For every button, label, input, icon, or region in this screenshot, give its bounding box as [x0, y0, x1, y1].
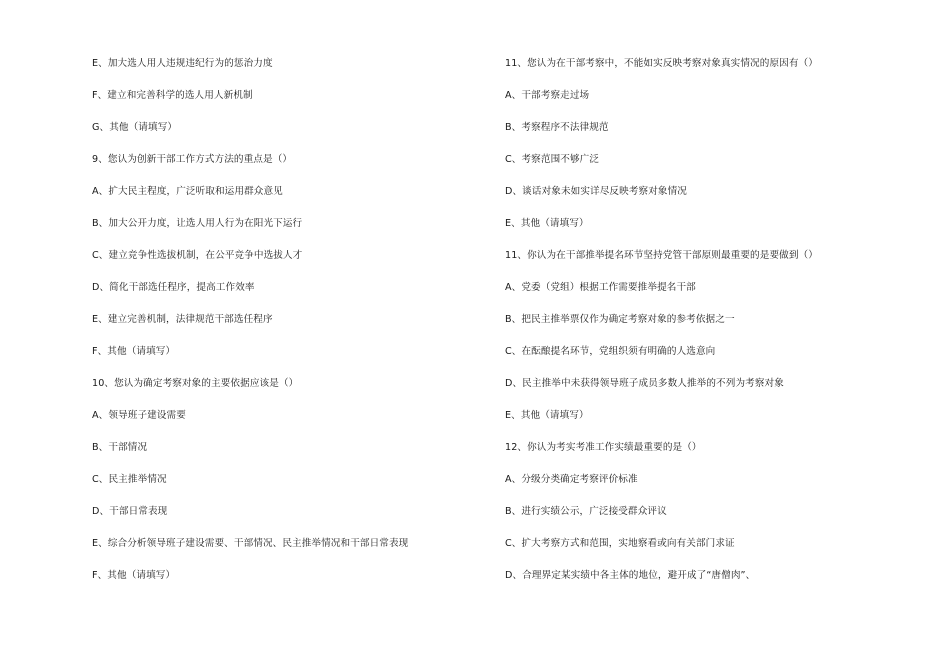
- q11b-option-e: E、其他（请填写）: [505, 410, 589, 421]
- option-e-punish: E、加大选人用人违规违纪行为的惩治力度: [92, 58, 273, 69]
- q11b-option-a: A、党委（党组）根据工作需要推举提名干部: [505, 282, 696, 293]
- q11a-option-d: D、谈话对象未如实详尽反映考察对象情况: [505, 186, 687, 197]
- q11a-option-b: B、考察程序不法律规范: [505, 122, 609, 133]
- question-12: 12、你认为考实考准工作实绩最重要的是（）: [505, 442, 702, 453]
- q10-option-a: A、领导班子建设需要: [92, 410, 186, 421]
- q11a-option-c: C、考察范围不够广泛: [505, 154, 600, 165]
- q10-option-d: D、干部日常表现: [92, 506, 168, 517]
- q11a-option-e: E、其他（请填写）: [505, 218, 589, 229]
- q9-option-c: C、建立竞争性选拔机制，在公平竞争中选拔人才: [92, 250, 303, 261]
- q9-option-b: B、加大公开力度，让选人用人行为在阳光下运行: [92, 218, 303, 229]
- q10-option-c: C、民主推举情况: [92, 474, 167, 485]
- question-10: 10、您认为确定考察对象的主要依据应该是（）: [92, 378, 299, 389]
- option-f-mechanism: F、建立和完善科学的选人用人新机制: [92, 90, 253, 101]
- q9-option-e: E、建立完善机制，法律规范干部选任程序: [92, 314, 273, 325]
- q12-option-a: A、分级分类确定考察评价标准: [505, 474, 638, 485]
- q12-option-c: C、扩大考察方式和范围，实地察看或向有关部门求证: [505, 538, 735, 549]
- q9-option-f: F、其他（请填写）: [92, 346, 176, 357]
- q11b-option-d: D、民主推举中未获得领导班子成员多数人推举的不列为考察对象: [505, 378, 784, 389]
- q11a-option-a: A、干部考察走过场: [505, 90, 590, 101]
- q10-option-f: F、其他（请填写）: [92, 570, 176, 581]
- q9-option-a: A、扩大民主程度，广泛听取和运用群众意见: [92, 186, 283, 197]
- q11b-option-b: B、把民主推举票仅作为确定考察对象的参考依据之一: [505, 314, 735, 325]
- q11b-option-c: C、在酝酿提名环节，党组织须有明确的人选意向: [505, 346, 716, 357]
- left-column: [92, 55, 512, 599]
- q10-option-b: B、干部情况: [92, 442, 148, 453]
- question-11-nomination: 11、你认为在干部推举提名环节坚持党管干部原则最重要的是要做到（）: [505, 250, 818, 261]
- question-9: 9、您认为创新干部工作方式方法的重点是（）: [92, 154, 293, 165]
- q12-option-b: B、进行实绩公示，广泛接受群众评议: [505, 506, 667, 517]
- q12-option-d: D、合理界定某实绩中各主体的地位，避开成了“唐僧肉”、: [505, 570, 756, 581]
- right-column: [505, 55, 925, 599]
- q9-option-d: D、简化干部选任程序，提高工作效率: [92, 282, 255, 293]
- q10-option-e: E、综合分析领导班子建设需要、干部情况、民主推举情况和干部日常表现: [92, 538, 409, 549]
- question-11-reasons: 11、您认为在干部考察中，不能如实反映考察对象真实情况的原因有（）: [505, 58, 818, 69]
- option-g-other: G、其他（请填写）: [92, 122, 178, 133]
